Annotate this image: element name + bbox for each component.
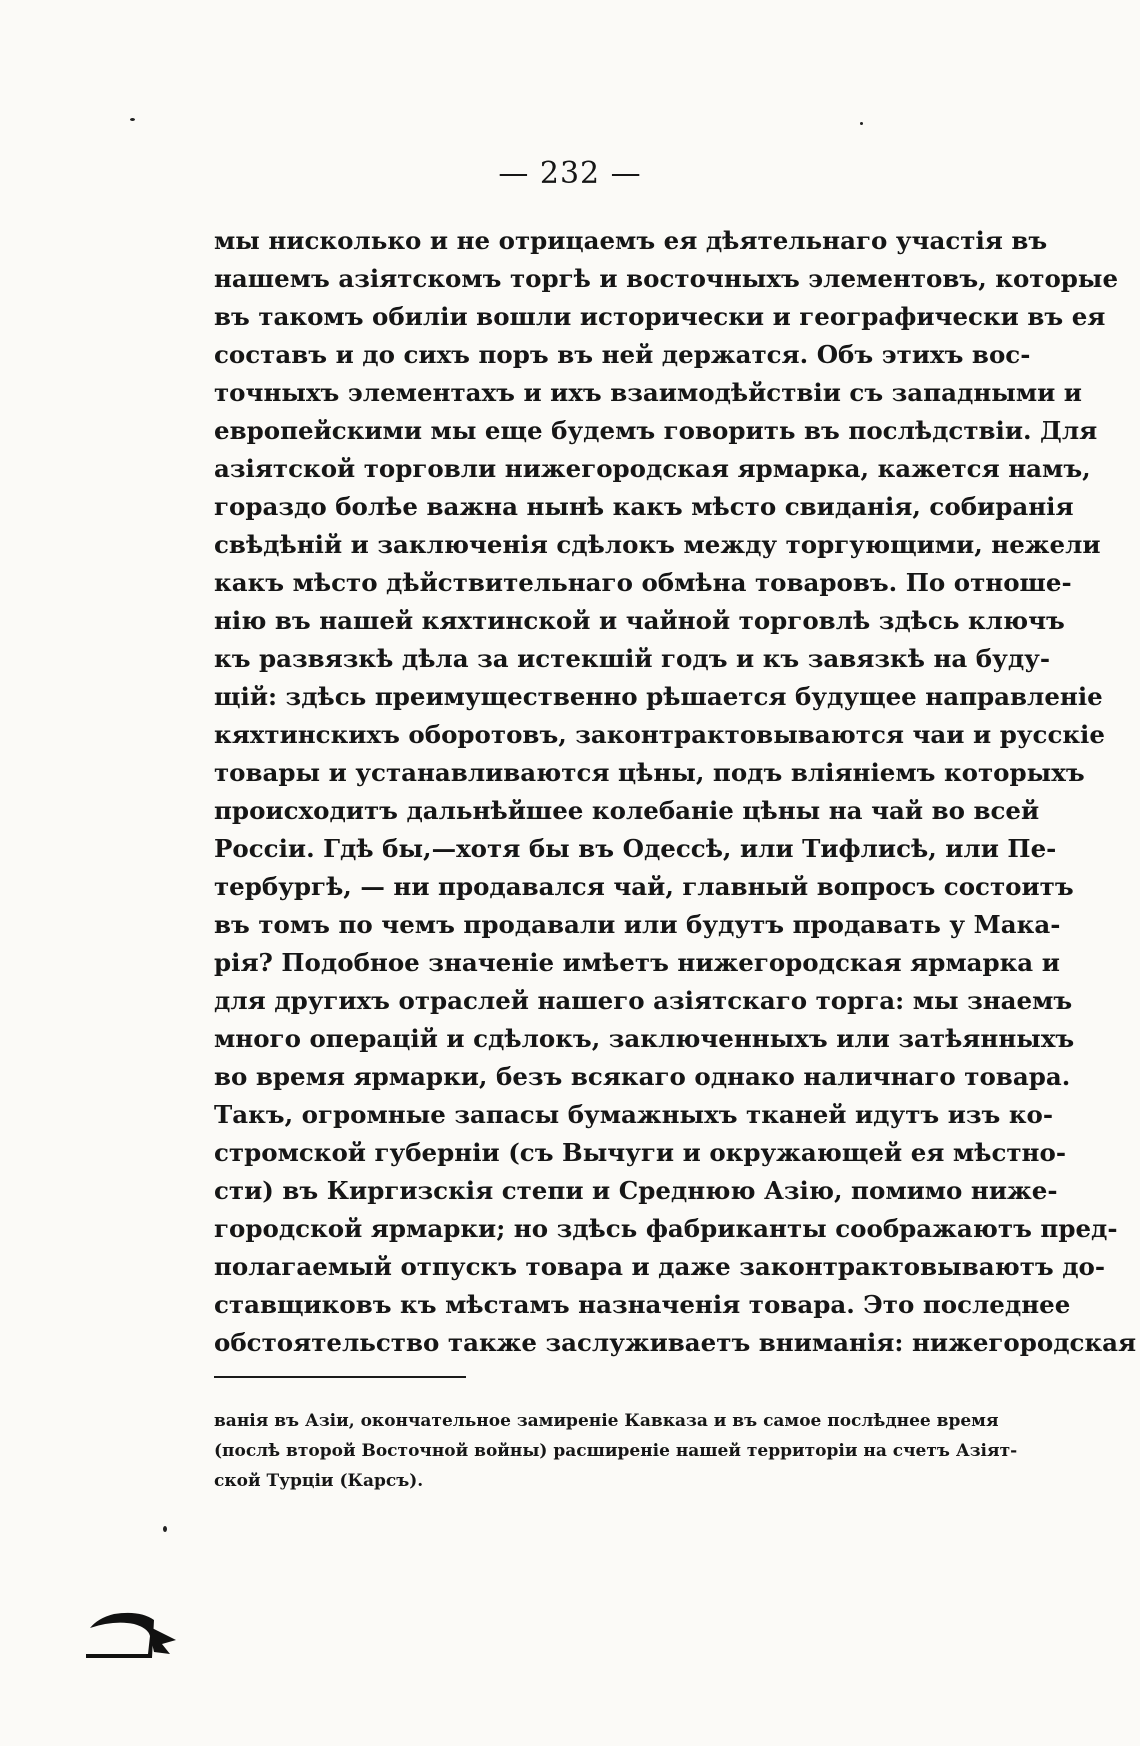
body-line: европейскими мы еще будемъ говорить въ послѣдствіи. Для — [214, 416, 1098, 445]
footnote-line: ской Турціи (Карсъ). — [214, 1471, 424, 1491]
body-line: рія? Подобное значеніе имѣетъ нижегородская ярмарка и — [214, 948, 1060, 977]
body-line: свѣдѣній и заключенія сдѣлокъ между торгующими, нежели — [214, 530, 1101, 559]
body-text — [214, 222, 1137, 1362]
footnote-line: (послѣ второй Восточной войны) расширеніе нашей территоріи на счетъ Азіят- — [214, 1441, 1018, 1461]
body-line: азіятской торговли нижегородская ярмарка, кажется намъ, — [214, 454, 1091, 483]
scan-speck — [130, 118, 135, 121]
body-line: къ развязкѣ дѣла за истекшій годъ и къ завязкѣ на буду- — [214, 644, 1051, 673]
body-line: происходитъ дальнѣйшее колебаніе цѣны на чай во всей — [214, 796, 1040, 825]
body-line: щій: здѣсь преимущественно рѣшается будущее направленіе — [214, 682, 1103, 711]
body-line: Такъ, огромные запасы бумажныхъ тканей идутъ изъ ко- — [214, 1100, 1054, 1129]
body-line: кяхтинскихъ оборотовъ, законтрактовываются чаи и русскіе — [214, 720, 1105, 749]
body-line: городской ярмарки; но здѣсь фабриканты соображаютъ пред- — [214, 1214, 1118, 1243]
page-edge-mark — [84, 1600, 184, 1670]
body-line: товары и устанавливаются цѣны, подъ вліяніемъ которыхъ — [214, 758, 1085, 787]
body-line: полагаемый отпускъ товара и даже законтрактовываютъ до- — [214, 1252, 1106, 1281]
body-line: для другихъ отраслей нашего азіятскаго торга: мы знаемъ — [214, 986, 1073, 1015]
footnote-line: ванія въ Азіи, окончательное замиреніе Кавказа и въ самое послѣднее время — [214, 1411, 999, 1431]
body-line: Россіи. Гдѣ бы,—хотя бы въ Одессѣ, или Тифлисѣ, или Пе- — [214, 834, 1057, 863]
body-line: въ такомъ обиліи вошли исторически и географически въ ея — [214, 302, 1106, 331]
body-line: мы нисколько и не отрицаемъ ея дѣятельнаго участія въ — [214, 226, 1048, 255]
body-line: въ томъ по чемъ продавали или будутъ продавать у Мака- — [214, 910, 1061, 939]
scan-speck — [163, 1526, 167, 1532]
body-line: обстоятельство также заслуживаетъ вниманія: нижегородская — [214, 1328, 1137, 1357]
body-line: нію въ нашей кяхтинской и чайной торговлѣ здѣсь ключъ — [214, 606, 1065, 635]
body-line: составъ и до сихъ поръ въ ней держатся. Объ этихъ вос- — [214, 340, 1031, 369]
body-line: нашемъ азіятскомъ торгѣ и восточныхъ элементовъ, которые — [214, 264, 1119, 293]
footnote — [214, 1406, 1018, 1496]
page-number: — 232 — — [498, 156, 642, 191]
body-line: стромской губерніи (съ Вычуги и окружающей ея мѣстно- — [214, 1138, 1066, 1167]
body-line: сти) въ Киргизскія степи и Среднюю Азію, помимо ниже- — [214, 1176, 1058, 1205]
body-line: точныхъ элементахъ и ихъ взаимодѣйствіи съ западными и — [214, 378, 1082, 407]
body-line: много операцій и сдѣлокъ, заключенныхъ или затѣянныхъ — [214, 1024, 1075, 1053]
body-line: тербургѣ, — ни продавался чай, главный вопросъ состоитъ — [214, 872, 1074, 901]
body-line: гораздо болѣе важна нынѣ какъ мѣсто свиданія, собиранія — [214, 492, 1074, 521]
body-line: какъ мѣсто дѣйствительнаго обмѣна товаровъ. По отноше- — [214, 568, 1072, 597]
scan-speck — [860, 122, 863, 125]
body-line: во время ярмарки, безъ всякаго однако наличнаго товара. — [214, 1062, 1071, 1091]
body-line: ставщиковъ къ мѣстамъ назначенія товара. Это последнее — [214, 1290, 1071, 1319]
footnote-divider — [214, 1376, 466, 1378]
